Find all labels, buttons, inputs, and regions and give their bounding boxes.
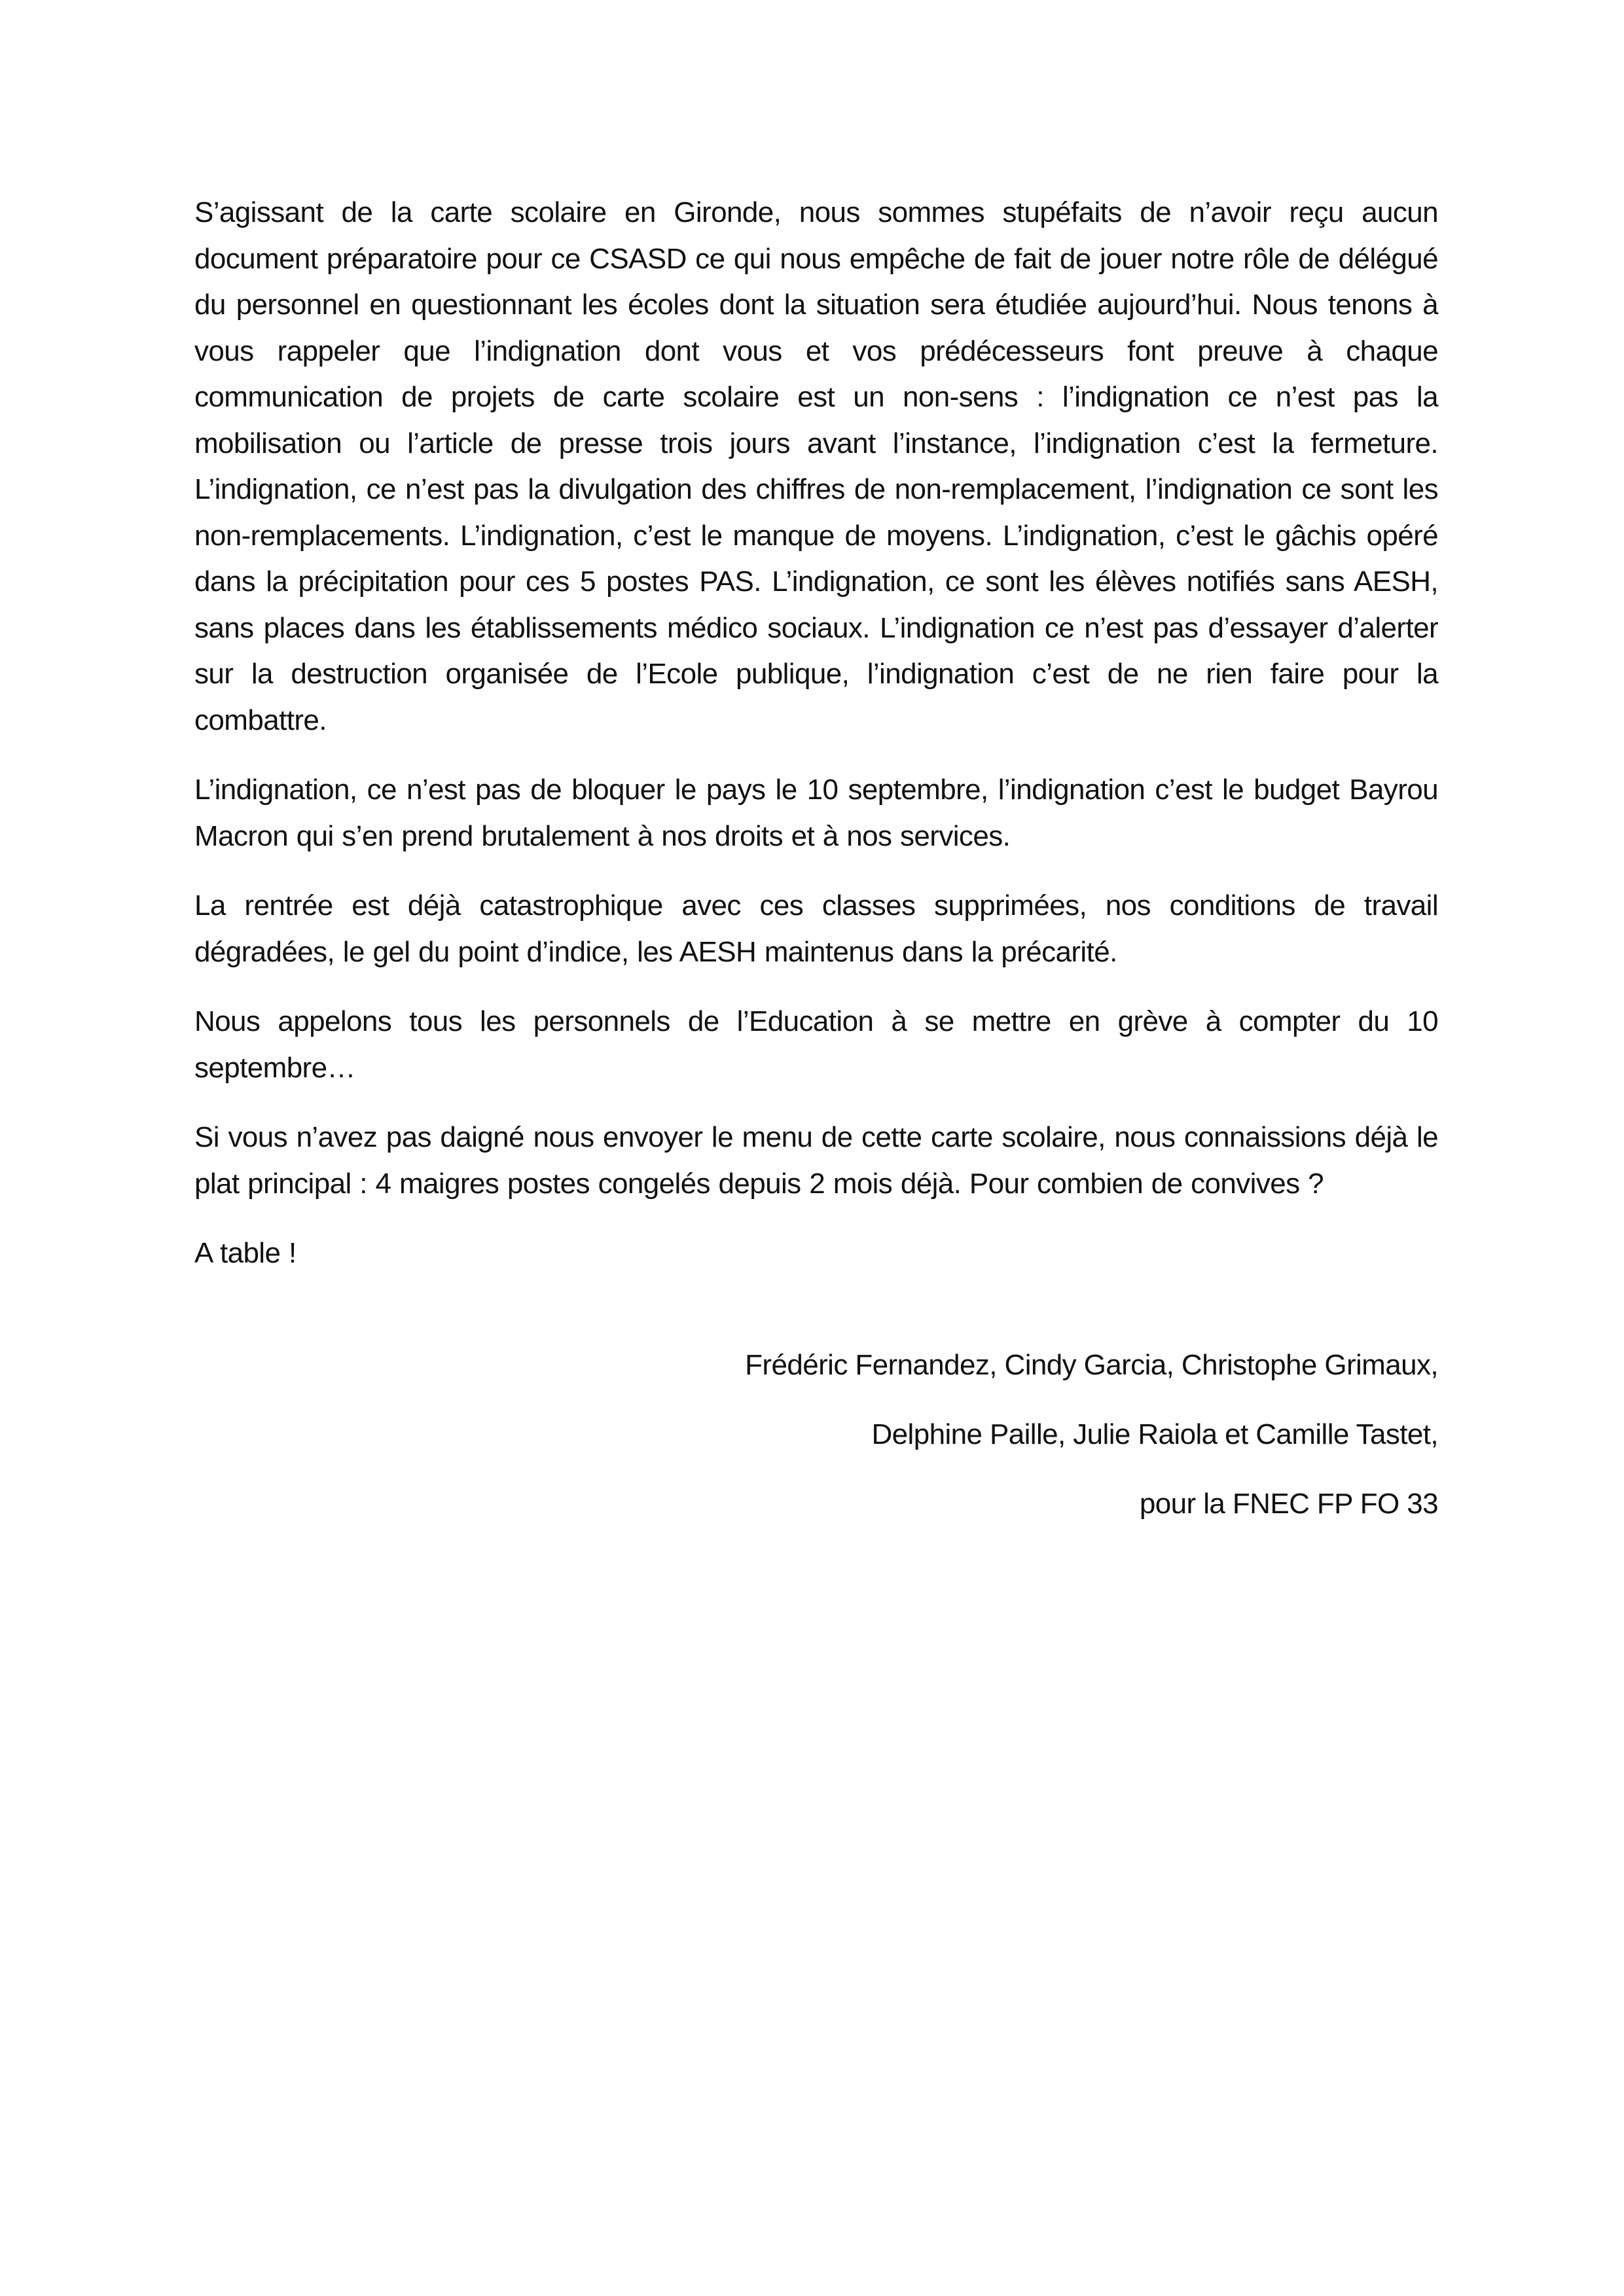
- closing-line: A table !: [194, 1237, 297, 1269]
- paragraph-blocage-10-septembre: L’indignation, ce n’est pas de bloquer le pays le 10 septembre, l’indignation c’est le budget Bayrou Macron qui s’en prend brutalement à nos droits et à nos services.: [194, 774, 1438, 852]
- paragraph-rentree: La rentrée est déjà catastrophique avec ces classes supprimées, nos conditions de travail dégradées, le gel du point d’indice, les AESH maintenus dans la précarité.: [194, 889, 1438, 968]
- paragraph-carte-scolaire: S’agissant de la carte scolaire en Gironde, nous sommes stupéfaits de n’avoir reçu aucun document préparatoire pour ce CSASD ce qui nous empêche de fait de jouer notre rôle de délégué du personnel en questionnant les écoles dont la situation sera étudiée aujourd’hui. Nous tenons à vous rappeler que l’indignation dont vous et vos prédécesseurs font preuve à chaque communication de projets de carte scolaire est un non-sens : l’indignation ce n’est pas la mobilisation ou l’article de presse trois jours avant l’instance, l’indignation c’est la fermeture. L’indignation, ce n’est pas la divulgation des chiffres de non-remplacement, l’indignation ce sont les non-remplacements. L’indignation, c’est le manque de moyens. L’indignation, c’est le gâchis opéré dans la précipitation pour ces 5 postes PAS. L’indignation, ce sont les élèves notifiés sans AESH, sans places dans les établissements médico sociaux. L’indignation ce n’est pas d’essayer d’alerter sur la destruction organisée de l’Ecole publique, l’indignation c’est de ne rien faire pour la combattre.: [194, 196, 1438, 736]
- signature-block: [194, 1342, 1438, 1527]
- paragraph-appel-greve: Nous appelons tous les personnels de l’Education à se mettre en grève à compter du 10 septembre…: [194, 1005, 1438, 1084]
- document-page: [194, 190, 1438, 1551]
- signature-organization: pour la FNEC FP FO 33: [1139, 1487, 1438, 1520]
- signature-names-line-2: Delphine Paille, Julie Raiola et Camille Tastet,: [871, 1418, 1438, 1450]
- paragraph-menu-carte-scolaire: Si vous n’avez pas daigné nous envoyer le menu de cette carte scolaire, nous connaissions déjà le plat principal : 4 maigres postes congelés depuis 2 mois déjà. Pour combien de convives ?: [194, 1121, 1438, 1200]
- signature-names-line-1: Frédéric Fernandez, Cindy Garcia, Christophe Grimaux,: [745, 1348, 1438, 1381]
